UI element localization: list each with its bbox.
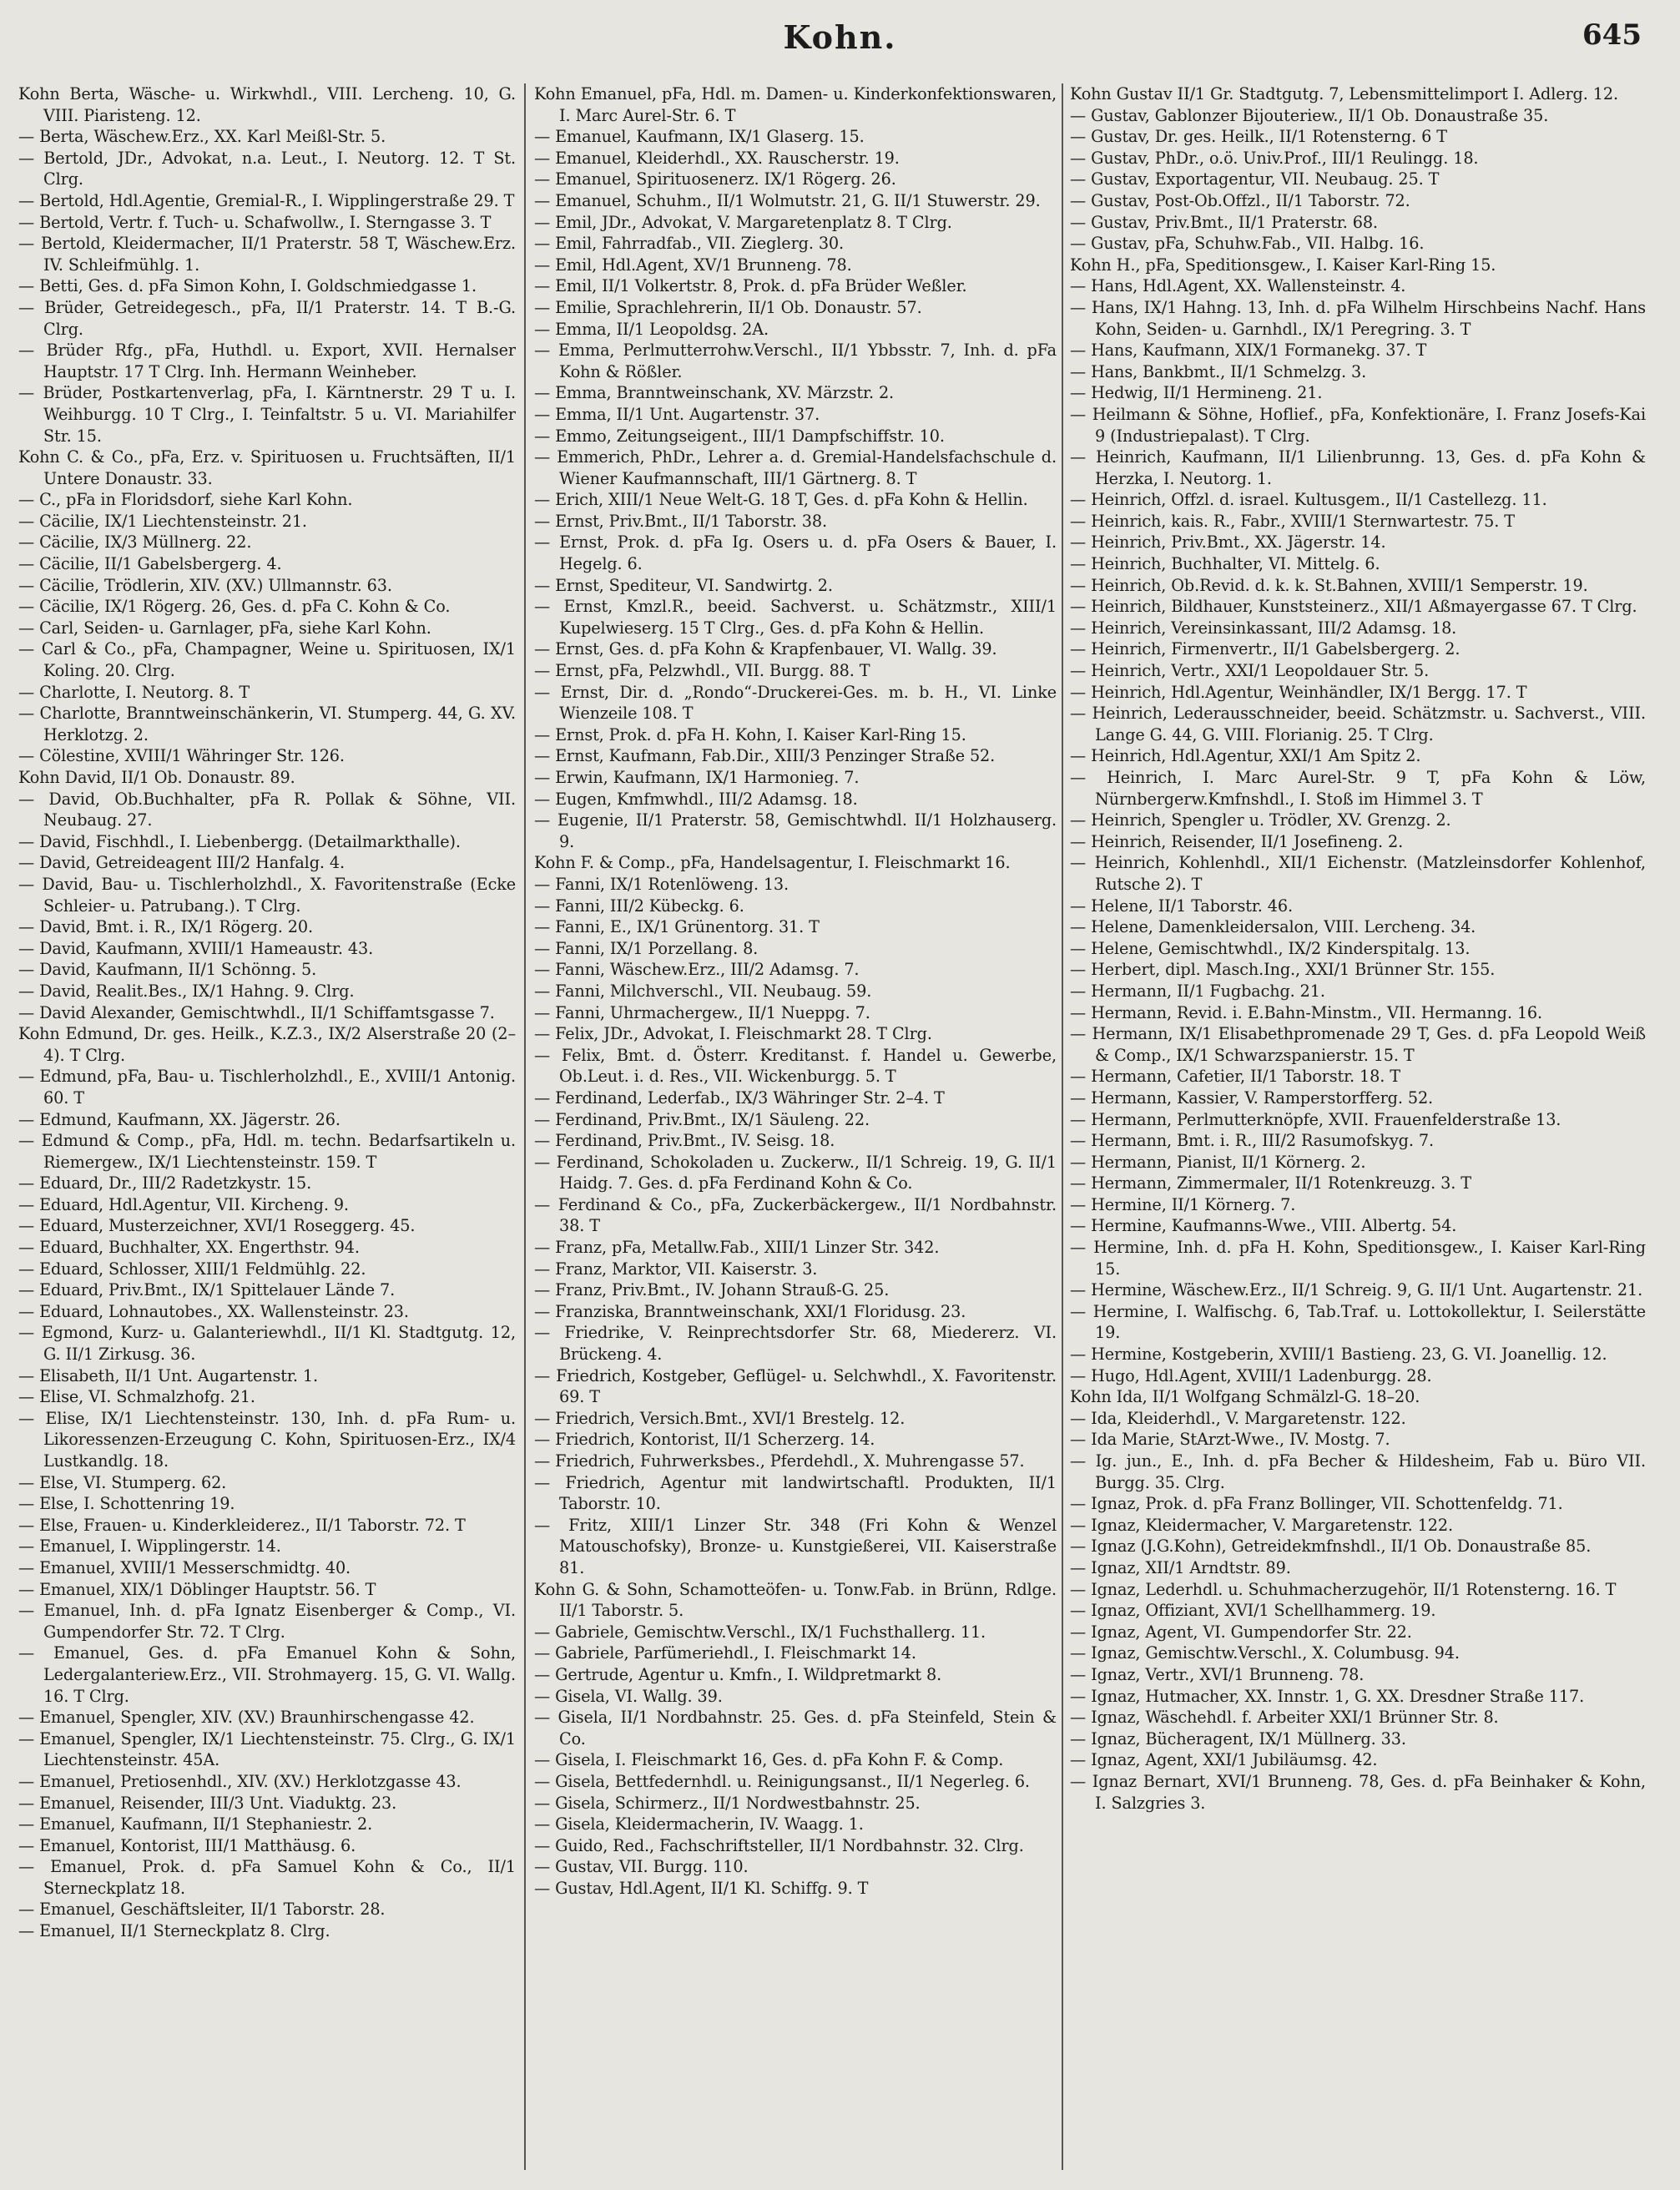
page-title: Kohn. bbox=[783, 18, 897, 56]
directory-entry: — Heinrich, Firmenvertr., II/1 Gabelsbergerg. 2. bbox=[1070, 639, 1461, 659]
directory-entry: Kohn G. & Sohn, Schamotteöfen- u. Tonw.Fab. in Brünn, Rdlge. II/1 Taborstr. 5. bbox=[534, 1579, 1057, 1621]
directory-entry: — Egmond, Kurz- u. Galanteriewhdl., II/1 Kl. Stadtgutg. 12, G. II/1 Zirkusg. 36. bbox=[18, 1323, 516, 1365]
directory-entry: — David, Ob.Buchhalter, pFa R. Pollak & Söhne, VII. Neubaug. 27. bbox=[18, 789, 516, 830]
directory-entry: — Gustav, PhDr., o.ö. Univ.Prof., III/1 Reulingg. 18. bbox=[1070, 148, 1479, 168]
directory-entry: — Ernst, Spediteur, VI. Sandwirtg. 2. bbox=[534, 575, 833, 595]
directory-entry: — Carl & Co., pFa, Champagner, Weine u. Spirituosen, IX/1 Koling. 20. Clrg. bbox=[18, 639, 516, 681]
directory-entry: — Hedwig, II/1 Hermineng. 21. bbox=[1070, 383, 1323, 403]
directory-entry: — Cäcilie, IX/3 Müllnerg. 22. bbox=[18, 532, 252, 553]
directory-entry: — Hans, IX/1 Hahng. 13, Inh. d. pFa Wilhelm Hirschbeins Nachf. Hans Kohn, Seiden- u. Garnhdl., IX/1 Peregring. 3. T bbox=[1070, 297, 1646, 339]
directory-entry: — Emil, JDr., Advokat, V. Margaretenplatz 8. T Clrg. bbox=[534, 212, 952, 232]
directory-entry: — Hermann, Kassier, V. Ramperstorfferg. 52. bbox=[1070, 1087, 1434, 1108]
directory-entry: — Ferdinand, Schokoladen u. Zuckerw., II/1 Schreig. 19, G. II/1 Haidg. 7. Ges. d. pFa Ferdinand Kohn & Co. bbox=[534, 1152, 1057, 1193]
directory-entry: — Emanuel, Kontorist, III/1 Matthäusg. 6. bbox=[18, 1835, 356, 1855]
directory-entry: Kohn Gustav II/1 Gr. Stadtgutg. 7, Lebensmittelimport I. Adlerg. 12. bbox=[1070, 84, 1618, 103]
directory-entry: — Hans, Kaufmann, XIX/1 Formanekg. 37. T bbox=[1070, 341, 1427, 361]
directory-entry: — Edmund, pFa, Bau- u. Tischlerholzhdl., E., XVIII/1 Antonig. 60. T bbox=[18, 1067, 516, 1108]
directory-entry: — Ignaz, Kleidermacher, V. Margaretenstr. 122. bbox=[1070, 1515, 1453, 1535]
directory-entry: — Gabriele, Gemischtw.Verschl., IX/1 Fuchsthallerg. 11. bbox=[534, 1622, 986, 1642]
directory-entry: — Hermann, IX/1 Elisabethpromenade 29 T, Ges. d. pFa Leopold Weiß & Comp., IX/1 Schwarzspanierstr. 15. T bbox=[1070, 1024, 1646, 1065]
directory-entry: — Fanni, E., IX/1 Grünentorg. 31. T bbox=[534, 917, 820, 937]
directory-entry: — Franziska, Branntweinschank, XXI/1 Floridusg. 23. bbox=[534, 1301, 966, 1321]
directory-entry: — Eugen, Kmfmwhdl., III/2 Adamsg. 18. bbox=[534, 789, 858, 809]
directory-entry: — Friedrich, Kontorist, II/1 Scherzerg. 14. bbox=[534, 1430, 875, 1450]
directory-entry: — Bertold, Kleidermacher, II/1 Praterstr. 58 T, Wäschew.Erz. IV. Schleifmühlg. 1. bbox=[18, 234, 516, 275]
directory-entry: — David Alexander, Gemischtwhdl., II/1 Schiffamtsgasse 7. bbox=[18, 1002, 495, 1022]
directory-entry: — Fanni, Wäschew.Erz., III/2 Adamsg. 7. bbox=[534, 960, 860, 980]
directory-entry: — Ignaz, Offiziant, XVI/1 Schellhammerg. 19. bbox=[1070, 1601, 1436, 1621]
directory-entry: — Hermann, Perlmutterknöpfe, XVII. Frauenfelderstraße 13. bbox=[1070, 1109, 1561, 1129]
directory-entry: — Hermine, II/1 Körnerg. 7. bbox=[1070, 1194, 1296, 1214]
directory-entry: — Gustav, VII. Burgg. 110. bbox=[534, 1857, 749, 1877]
directory-entry: — Hermann, Bmt. i. R., III/2 Rasumofskyg. 7. bbox=[1070, 1131, 1434, 1151]
directory-entry: — Gustav, pFa, Schuhw.Fab., VII. Halbg. 16. bbox=[1070, 234, 1425, 254]
directory-entry: — Guido, Red., Fachschriftsteller, II/1 Nordbahnstr. 32. Clrg. bbox=[534, 1835, 1024, 1855]
directory-entry: — Gustav, Post-Ob.Offzl., II/1 Taborstr. 72. bbox=[1070, 190, 1410, 210]
directory-entry: — Ernst, Kaufmann, Fab.Dir., XIII/3 Penzinger Straße 52. bbox=[534, 746, 996, 766]
directory-entry: — Hermann, II/1 Fugbachg. 21. bbox=[1070, 981, 1325, 1001]
directory-entry: — Hans, Bankbmt., II/1 Schmelzg. 3. bbox=[1070, 361, 1367, 381]
directory-entry: — Ernst, pFa, Pelzwhdl., VII. Burgg. 88. T bbox=[534, 661, 870, 681]
directory-entry: — Cäcilie, II/1 Gabelsbergerg. 4. bbox=[18, 554, 282, 574]
directory-entry: — Eduard, Musterzeichner, XVI/1 Roseggerg. 45. bbox=[18, 1216, 416, 1236]
directory-entry: — Emilie, Sprachlehrerin, II/1 Ob. Donaustr. 57. bbox=[534, 297, 922, 317]
directory-entry: — Ignaz, Prok. d. pFa Franz Bollinger, VII. Schottenfeldg. 71. bbox=[1070, 1494, 1563, 1514]
directory-entry: — C., pFa in Floridsdorf, siehe Karl Kohn. bbox=[18, 490, 353, 510]
directory-entry: — Bertold, Hdl.Agentie, Gremial-R., I. Wipplingerstraße 29. T bbox=[18, 190, 515, 210]
directory-entry: — Heilmann & Söhne, Hoflief., pFa, Konfektionäre, I. Franz Josefs-Kai 9 (Industriepalast). T Clrg. bbox=[1070, 404, 1646, 446]
directory-entry: — Else, Frauen- u. Kinderkleiderez., II/1 Taborstr. 72. T bbox=[18, 1515, 466, 1535]
directory-entry: — Hermann, Cafetier, II/1 Taborstr. 18. T bbox=[1070, 1067, 1400, 1087]
directory-entry: — Gisela, II/1 Nordbahnstr. 25. Ges. d. pFa Steinfeld, Stein & Co. bbox=[534, 1708, 1057, 1748]
directory-entry: — David, Kaufmann, XVIII/1 Hameaustr. 43. bbox=[18, 938, 374, 958]
directory-entry: — Fanni, Uhrmachergew., II/1 Nueppg. 7. bbox=[534, 1002, 870, 1022]
directory-entry: — Emil, Hdl.Agent, XV/1 Brunneng. 78. bbox=[534, 255, 852, 275]
directory-entry: Kohn David, II/1 Ob. Donaustr. 89. bbox=[18, 768, 295, 787]
directory-entry: — Charlotte, I. Neutorg. 8. T bbox=[18, 682, 250, 702]
directory-entry: — Ignaz Bernart, XVI/1 Brunneng. 78, Ges. d. pFa Beinhaker & Kohn, I. Salzgries 3. bbox=[1070, 1771, 1646, 1813]
directory-entry: — Brüder Rfg., pFa, Huthdl. u. Export, XVII. Hernalser Hauptstr. 17 T Clrg. Inh. Hermann Weinheber. bbox=[18, 341, 516, 381]
directory-entry: — Emanuel, Ges. d. pFa Emanuel Kohn & Sohn, Ledergalanteriew.Erz., VII. Strohmayerg. 15, G. VI. Wallg. 16. T Clrg. bbox=[18, 1643, 516, 1706]
directory-entry: — Friedrike, V. Reinprechtsdorfer Str. 68, Miedererz. VI. Brückeng. 4. bbox=[534, 1323, 1057, 1365]
directory-entry: — Friedrich, Kostgeber, Geflügel- u. Selchwhdl., X. Favoritenstr. 69. T bbox=[534, 1365, 1057, 1407]
directory-entry: Kohn F. & Comp., pFa, Handelsagentur, I. Fleischmarkt 16. bbox=[534, 853, 1011, 873]
directory-entry: — Emanuel, II/1 Sterneckplatz 8. Clrg. bbox=[18, 1921, 330, 1941]
directory-entry: — Ignaz, Agent, XXI/1 Jubiläumsg. 42. bbox=[1070, 1750, 1378, 1770]
directory-entry: — Emanuel, Pretiosenhdl., XIV. (XV.) Herklotzgasse 43. bbox=[18, 1771, 462, 1791]
directory-entry: — Ferdinand, Priv.Bmt., IX/1 Säuleng. 22. bbox=[534, 1109, 870, 1129]
directory-entry: — David, Bmt. i. R., IX/1 Rögerg. 20. bbox=[18, 917, 313, 937]
directory-entry: — Heinrich, Lederausschneider, beeid. Schätzmstr. u. Sachverst., VIII. Lange G. 44, G. VIII. Florianig. 25. T Clrg. bbox=[1070, 704, 1646, 744]
directory-entry: — Hermine, I. Walfischg. 6, Tab.Traf. u. Lottokollektur, I. Seilerstätte 19. bbox=[1070, 1301, 1646, 1343]
directory-entry: — Bertold, Vertr. f. Tuch- u. Schafwollw., I. Sterngasse 3. T bbox=[18, 212, 492, 232]
directory-entry: — Eduard, Schlosser, XIII/1 Feldmühlg. 22. bbox=[18, 1259, 366, 1279]
directory-entry: — Fritz, XIII/1 Linzer Str. 348 (Fri Kohn & Wenzel Matouschofsky), Bronze- u. Kunstgießerei, VII. Kaiserstraße 81. bbox=[534, 1515, 1057, 1577]
directory-entry: — Hermine, Wäschew.Erz., II/1 Schreig. 9, G. II/1 Unt. Augartenstr. 21. bbox=[1070, 1280, 1643, 1300]
directory-entry: — Gustav, Dr. ges. Heilk., II/1 Rotensterng. 6 T bbox=[1070, 127, 1447, 147]
directory-entry: — Elise, IX/1 Liechtensteinstr. 130, Inh. d. pFa Rum- u. Likoressenzen-Erzeugung C. Kohn, Spirituosen-Erz., IX/4 Lustkandlg. 18. bbox=[18, 1408, 516, 1471]
directory-entry: — Emma, II/1 Leopoldsg. 2A. bbox=[534, 319, 769, 339]
directory-entry: Kohn Emanuel, pFa, Hdl. m. Damen- u. Kinderkonfektionswaren, I. Marc Aurel-Str. 6. T bbox=[534, 84, 1057, 125]
directory-entry: — David, Getreideagent III/2 Hanfalg. 4. bbox=[18, 853, 346, 873]
directory-entry: — Edmund, Kaufmann, XX. Jägerstr. 26. bbox=[18, 1109, 341, 1129]
directory-entry: — Ferdinand, Priv.Bmt., IV. Seisg. 18. bbox=[534, 1131, 835, 1151]
directory-entry: — Hermine, Kaufmanns-Wwe., VIII. Albertg. 54. bbox=[1070, 1216, 1457, 1236]
directory-entry: — Emma, II/1 Unt. Augartenstr. 37. bbox=[534, 404, 820, 424]
directory-entry: — Heinrich, Bildhauer, Kunststeinerz., XII/1 Aßmayergasse 67. T Clrg. bbox=[1070, 597, 1637, 617]
directory-entry: — Franz, Marktor, VII. Kaiserstr. 3. bbox=[534, 1259, 818, 1279]
directory-entry: — Helene, II/1 Taborstr. 46. bbox=[1070, 896, 1293, 916]
directory-entry: — Franz, pFa, Metallw.Fab., XIII/1 Linzer Str. 342. bbox=[534, 1238, 940, 1258]
directory-entry: — Gisela, Kleidermacherin, IV. Waagg. 1. bbox=[534, 1814, 864, 1834]
directory-entry: — Hermann, Zimmermaler, II/1 Rotenkreuzg. 3. T bbox=[1070, 1173, 1471, 1193]
directory-entry: — Fanni, IX/1 Porzellang. 8. bbox=[534, 938, 759, 958]
column-divider bbox=[1062, 83, 1063, 2170]
directory-entry: — Eduard, Hdl.Agentur, VII. Kircheng. 9. bbox=[18, 1194, 349, 1214]
directory-entry: — Heinrich, kais. R., Fabr., XVIII/1 Sternwartestr. 75. T bbox=[1070, 511, 1515, 531]
directory-column-3 bbox=[1070, 83, 1646, 2170]
directory-entry: — Ignaz, Hutmacher, XX. Innstr. 1, G. XX. Dresdner Straße 117. bbox=[1070, 1686, 1585, 1706]
directory-entry: — Gustav, Gablonzer Bijouteriew., II/1 Ob. Donaustraße 35. bbox=[1070, 105, 1549, 125]
directory-entry: — Heinrich, Vereinsinkassant, III/2 Adamsg. 18. bbox=[1070, 618, 1457, 638]
directory-entry: — Emmerich, PhDr., Lehrer a. d. Gremial-Handelsfachschule d. Wiener Kaufmannschaft, III/1 Gärtnerg. 8. T bbox=[534, 447, 1057, 488]
directory-entry: — Brüder, Postkartenverlag, pFa, I. Kärntnerstr. 29 T u. I. Weihburgg. 10 T Clrg., I. Teinfaltstr. 5 u. VI. Mariahilfer Str. 15. bbox=[18, 383, 516, 446]
directory-entry: — Brüder, Getreidegesch., pFa, II/1 Praterstr. 14. T B.-G. Clrg. bbox=[18, 297, 516, 339]
directory-entry: — Gisela, VI. Wallg. 39. bbox=[534, 1686, 723, 1706]
directory-entry: — Felix, Bmt. d. Österr. Kreditanst. f. Handel u. Gewerbe, Ob.Leut. i. d. Res., VII. Wickenburgg. 5. T bbox=[534, 1045, 1057, 1087]
directory-entry: — Gustav, Hdl.Agent, II/1 Kl. Schiffg. 9. T bbox=[534, 1878, 869, 1898]
page-number: 645 bbox=[1582, 18, 1642, 52]
directory-entry: — Heinrich, Vertr., XXI/1 Leopoldauer Str. 5. bbox=[1070, 661, 1430, 681]
directory-entry: — Eduard, Lohnautobes., XX. Wallensteinstr. 23. bbox=[18, 1301, 409, 1321]
directory-entry: Kohn H., pFa, Speditionsgew., I. Kaiser Karl-Ring 15. bbox=[1070, 255, 1496, 275]
directory-entry: — Heinrich, Hdl.Agentur, XXI/1 Am Spitz 2. bbox=[1070, 746, 1421, 766]
directory-entry: Kohn C. & Co., pFa, Erz. v. Spirituosen u. Fruchtsäften, II/1 Untere Donaustr. 33. bbox=[18, 447, 516, 488]
directory-column-1 bbox=[18, 83, 516, 2170]
directory-entry: — Ignaz, Lederhdl. u. Schuhmacherzugehör, II/1 Rotensterng. 16. T bbox=[1070, 1579, 1617, 1599]
directory-entry: — Ernst, Prok. d. pFa Ig. Osers u. d. pFa Osers & Bauer, I. Hegelg. 6. bbox=[534, 532, 1057, 574]
directory-entry: — Emanuel, XIX/1 Döblinger Hauptstr. 56. T bbox=[18, 1579, 376, 1599]
directory-entry: — Carl, Seiden- u. Garnlager, pFa, siehe Karl Kohn. bbox=[18, 618, 431, 638]
directory-entry: — Betti, Ges. d. pFa Simon Kohn, I. Goldschmiedgasse 1. bbox=[18, 276, 477, 296]
directory-entry: — Heinrich, Kohlenhdl., XII/1 Eichenstr. (Matzleinsdorfer Kohlenhof, Rutsche 2). T bbox=[1070, 853, 1646, 894]
directory-entry: — Ferdinand & Co., pFa, Zuckerbäckergew., II/1 Nordbahnstr. 38. T bbox=[534, 1194, 1057, 1236]
directory-entry: — Ignaz, Bücheragent, IX/1 Müllnerg. 33. bbox=[1070, 1728, 1406, 1748]
directory-entry: — Else, VI. Stumperg. 62. bbox=[18, 1472, 227, 1492]
directory-entry: — Gustav, Exportagentur, VII. Neubaug. 25. T bbox=[1070, 169, 1440, 189]
directory-entry: — Helene, Damenkleidersalon, VIII. Lercheng. 34. bbox=[1070, 917, 1476, 937]
directory-entry: — Ida Marie, StArzt-Wwe., IV. Mostg. 7. bbox=[1070, 1430, 1390, 1450]
directory-entry: — Ernst, Ges. d. pFa Kohn & Krapfenbauer, VI. Wallg. 39. bbox=[534, 639, 997, 659]
directory-entry: — Ignaz, XII/1 Arndtstr. 89. bbox=[1070, 1557, 1291, 1577]
directory-entry: — Ignaz, Agent, VI. Gumpendorfer Str. 22. bbox=[1070, 1622, 1412, 1642]
directory-entry: — Friedrich, Fuhrwerksbes., Pferdehdl., X. Muhrengasse 57. bbox=[534, 1451, 1025, 1471]
directory-entry: — Ida, Kleiderhdl., V. Margaretenstr. 122. bbox=[1070, 1408, 1406, 1428]
directory-entry: Kohn Ida, II/1 Wolfgang Schmälzl-G. 18–20. bbox=[1070, 1387, 1420, 1407]
directory-entry: — Emma, Perlmutterrohw.Verschl., II/1 Ybbsstr. 7, Inh. d. pFa Kohn & Rößler. bbox=[534, 341, 1057, 381]
directory-entry: — Eduard, Dr., III/2 Radetzkystr. 15. bbox=[18, 1173, 312, 1193]
directory-entry: — Herbert, dipl. Masch.Ing., XXI/1 Brünner Str. 155. bbox=[1070, 960, 1496, 980]
directory-entry: — David, Kaufmann, II/1 Schönng. 5. bbox=[18, 960, 317, 980]
page-header bbox=[0, 0, 1680, 77]
directory-entry: — Eduard, Priv.Bmt., IX/1 Spittelauer Lände 7. bbox=[18, 1280, 396, 1300]
directory-entry: — Emanuel, I. Wipplingerstr. 14. bbox=[18, 1537, 281, 1557]
directory-entry: Kohn Berta, Wäsche- u. Wirkwhdl., VIII. Lercheng. 10, G. VIII. Piaristeng. 12. bbox=[18, 84, 516, 125]
directory-entry: — Bertold, JDr., Advokat, n.a. Leut., I. Neutorg. 12. T St. Clrg. bbox=[18, 148, 516, 189]
directory-entry: — Franz, Priv.Bmt., IV. Johann Strauß-G. 25. bbox=[534, 1280, 890, 1300]
directory-entry: — Emanuel, Inh. d. pFa Ignatz Eisenberger & Comp., VI. Gumpendorfer Str. 72. T Clrg. bbox=[18, 1601, 516, 1642]
directory-entry: — Ignaz, Wäschehdl. f. Arbeiter XXI/1 Brünner Str. 8. bbox=[1070, 1708, 1499, 1728]
directory-entry: — Friedrich, Versich.Bmt., XVI/1 Brestelg. 12. bbox=[534, 1408, 906, 1428]
directory-entry: — Eugenie, II/1 Praterstr. 58, Gemischtwhdl. II/1 Holzhauserg. 9. bbox=[534, 810, 1057, 851]
directory-entry: — Erich, XIII/1 Neue Welt-G. 18 T, Ges. d. pFa Kohn & Hellin. bbox=[534, 490, 1028, 510]
directory-entry: — Emmo, Zeitungseigent., III/1 Dampfschiffstr. 10. bbox=[534, 426, 945, 446]
directory-entry: — David, Realit.Bes., IX/1 Hahng. 9. Clrg. bbox=[18, 981, 355, 1001]
directory-entry: — Gisela, I. Fleischmarkt 16, Ges. d. pFa Kohn F. & Comp. bbox=[534, 1750, 1004, 1770]
directory-entry: — Hans, Hdl.Agent, XX. Wallensteinstr. 4. bbox=[1070, 276, 1406, 296]
directory-entry: — Fanni, IX/1 Rotenlöweng. 13. bbox=[534, 874, 790, 894]
directory-entry: — Emanuel, XVIII/1 Messerschmidtg. 40. bbox=[18, 1557, 351, 1577]
directory-entry: — David, Fischhdl., I. Liebenbergg. (Detailmarkthalle). bbox=[18, 831, 461, 851]
directory-entry: — Ignaz, Vertr., XVI/1 Brunneng. 78. bbox=[1070, 1664, 1365, 1684]
directory-entry: — Gustav, Priv.Bmt., II/1 Praterstr. 68. bbox=[1070, 212, 1378, 232]
directory-entry: — Emanuel, Reisender, III/3 Unt. Viaduktg. 23. bbox=[18, 1793, 397, 1813]
directory-entry: — Emanuel, Spengler, XIV. (XV.) Braunhirschengasse 42. bbox=[18, 1708, 475, 1728]
directory-entry: — Gisela, Bettfedernhdl. u. Reinigungsanst., II/1 Negerleg. 6. bbox=[534, 1771, 1030, 1791]
directory-entry: — Ignaz (J.G.Kohn), Getreidekmfnshdl., II/1 Ob. Donaustraße 85. bbox=[1070, 1537, 1592, 1557]
directory-entry: — Hermann, Pianist, II/1 Körnerg. 2. bbox=[1070, 1152, 1366, 1172]
directory-entry: — Berta, Wäschew.Erz., XX. Karl Meißl-Str. 5. bbox=[18, 127, 386, 147]
directory-entry: — Emanuel, Schuhm., II/1 Wolmutstr. 21, G. II/1 Stuwerstr. 29. bbox=[534, 190, 1041, 210]
directory-entry: — Fanni, Milchverschl., VII. Neubaug. 59. bbox=[534, 981, 872, 1001]
directory-entry: — Erwin, Kaufmann, IX/1 Harmonieg. 7. bbox=[534, 768, 860, 787]
directory-entry: — Heinrich, Priv.Bmt., XX. Jägerstr. 14. bbox=[1070, 532, 1386, 553]
directory-entry: — Heinrich, Buchhalter, VI. Mittelg. 6. bbox=[1070, 554, 1380, 574]
directory-entry: — Ernst, Dir. d. „Rondo“-Druckerei-Ges. m. b. H., VI. Linke Wienzeile 108. T bbox=[534, 682, 1057, 724]
directory-entry: — David, Bau- u. Tischlerholzhdl., X. Favoritenstraße (Ecke Schleier- u. Patrubang.). T Clrg. bbox=[18, 874, 516, 916]
directory-entry: — Emanuel, Kaufmann, II/1 Stephaniestr. 2. bbox=[18, 1814, 373, 1834]
directory-entry: — Gabriele, Parfümeriehdl., I. Fleischmarkt 14. bbox=[534, 1643, 916, 1663]
directory-entry: — Friedrich, Agentur mit landwirtschaftl. Produkten, II/1 Taborstr. 10. bbox=[534, 1472, 1057, 1514]
directory-entry: — Hermine, Kostgeberin, XVIII/1 Bastieng. 23, G. VI. Joanellig. 12. bbox=[1070, 1345, 1607, 1365]
directory-entry: — Eduard, Buchhalter, XX. Engerthstr. 94. bbox=[18, 1238, 360, 1258]
directory-entry: — Hermine, Inh. d. pFa H. Kohn, Speditionsgew., I. Kaiser Karl-Ring 15. bbox=[1070, 1238, 1646, 1279]
directory-entry: — Ernst, Priv.Bmt., II/1 Taborstr. 38. bbox=[534, 511, 827, 531]
directory-entry: — Ernst, Kmzl.R., beeid. Sachverst. u. Schätzmstr., XIII/1 Kupelwieserg. 15 T Clrg., Ges. d. pFa Kohn & Hellin. bbox=[534, 597, 1057, 638]
directory-entry: — Gertrude, Agentur u. Kmfn., I. Wildpretmarkt 8. bbox=[534, 1664, 942, 1684]
directory-column-2 bbox=[534, 83, 1057, 2170]
directory-entry: — Charlotte, Branntweinschänkerin, VI. Stumperg. 44, G. XV. Herklotzg. 2. bbox=[18, 704, 516, 744]
directory-entry: — Emma, Branntweinschank, XV. Märzstr. 2. bbox=[534, 383, 895, 403]
directory-entry: — Emanuel, Geschäftsleiter, II/1 Taborstr. 28. bbox=[18, 1900, 386, 1920]
directory-entry: — Edmund & Comp., pFa, Hdl. m. techn. Bedarfsartikeln u. Riemergew., IX/1 Liechtensteinstr. 159. T bbox=[18, 1131, 516, 1172]
directory-entry: — Felix, JDr., Advokat, I. Fleischmarkt 28. T Clrg. bbox=[534, 1024, 932, 1044]
directory-entry: — Emanuel, Kaufmann, IX/1 Glaserg. 15. bbox=[534, 127, 865, 147]
directory-entry: — Heinrich, Kaufmann, II/1 Lilienbrunng. 13, Ges. d. pFa Kohn & Herzka, I. Neutorg. 1. bbox=[1070, 447, 1646, 488]
directory-entry: — Else, I. Schottenring 19. bbox=[18, 1494, 235, 1514]
directory-entry: — Elisabeth, II/1 Unt. Augartenstr. 1. bbox=[18, 1365, 318, 1385]
directory-entry: — Cäcilie, IX/1 Liechtensteinstr. 21. bbox=[18, 511, 307, 531]
directory-entry: — Heinrich, Reisender, II/1 Josefineng. 2. bbox=[1070, 831, 1404, 851]
directory-entry: — Ernst, Prok. d. pFa H. Kohn, I. Kaiser Karl-Ring 15. bbox=[534, 724, 966, 744]
directory-entry: — Hermann, Revid. i. E.Bahn-Minstm., VII. Hermanng. 16. bbox=[1070, 1002, 1543, 1022]
directory-entry: — Heinrich, Hdl.Agentur, Weinhändler, IX/1 Bergg. 17. T bbox=[1070, 682, 1527, 702]
directory-entry: — Emil, Fahrradfab., VII. Zieglerg. 30. bbox=[534, 234, 845, 254]
column-divider bbox=[524, 83, 526, 2170]
directory-entry: — Heinrich, Offzl. d. israel. Kultusgem., II/1 Castellezg. 11. bbox=[1070, 490, 1547, 510]
directory-entry: — Hugo, Hdl.Agent, XVIII/1 Ladenburgg. 28. bbox=[1070, 1365, 1432, 1385]
directory-entry: — Fanni, III/2 Kübeckg. 6. bbox=[534, 896, 744, 916]
directory-entry: — Ig. jun., E., Inh. d. pFa Becher & Hildesheim, Fab u. Büro VII. Burgg. 35. Clrg. bbox=[1070, 1451, 1646, 1492]
directory-entry: — Cäcilie, Trödlerin, XIV. (XV.) Ullmannstr. 63. bbox=[18, 575, 392, 595]
directory-entry: — Emanuel, Spirituosenerz. IX/1 Rögerg. 26. bbox=[534, 169, 896, 189]
directory-entry: — Helene, Gemischtwhdl., IX/2 Kinderspitalg. 13. bbox=[1070, 938, 1471, 958]
directory-entry: — Ferdinand, Lederfab., IX/3 Währinger Str. 2–4. T bbox=[534, 1087, 945, 1108]
directory-entry: — Heinrich, Ob.Revid. d. k. k. St.Bahnen, XVIII/1 Semperstr. 19. bbox=[1070, 575, 1588, 595]
directory-entry: — Ignaz, Gemischtw.Verschl., X. Columbusg. 94. bbox=[1070, 1643, 1460, 1663]
directory-entry: — Gisela, Schirmerz., II/1 Nordwestbahnstr. 25. bbox=[534, 1793, 921, 1813]
directory-entry: — Cölestine, XVIII/1 Währinger Str. 126. bbox=[18, 746, 345, 766]
directory-entry: — Emanuel, Kleiderhdl., XX. Rauscherstr. 19. bbox=[534, 148, 900, 168]
directory-entry: — Elise, VI. Schmalzhofg. 21. bbox=[18, 1387, 255, 1407]
directory-entry: — Emanuel, Prok. d. pFa Samuel Kohn & Co., II/1 Sterneckplatz 18. bbox=[18, 1857, 516, 1898]
directory-entry: Kohn Edmund, Dr. ges. Heilk., K.Z.3., IX/2 Alserstraße 20 (2–4). T Clrg. bbox=[18, 1024, 516, 1065]
directory-entry: — Cäcilie, IX/1 Rögerg. 26, Ges. d. pFa C. Kohn & Co. bbox=[18, 597, 451, 617]
directory-entry: — Heinrich, Spengler u. Trödler, XV. Grenzg. 2. bbox=[1070, 810, 1451, 830]
directory-entry: — Heinrich, I. Marc Aurel-Str. 9 T, pFa Kohn & Löw, Nürnbergerw.Kmfnshdl., I. Stoß im Himmel 3. T bbox=[1070, 768, 1646, 809]
directory-entry: — Emanuel, Spengler, IX/1 Liechtensteinstr. 75. Clrg., G. IX/1 Liechtensteinstr. 45A. bbox=[18, 1728, 516, 1770]
directory-entry: — Emil, II/1 Volkertstr. 8, Prok. d. pFa Brüder Weßler. bbox=[534, 276, 967, 296]
